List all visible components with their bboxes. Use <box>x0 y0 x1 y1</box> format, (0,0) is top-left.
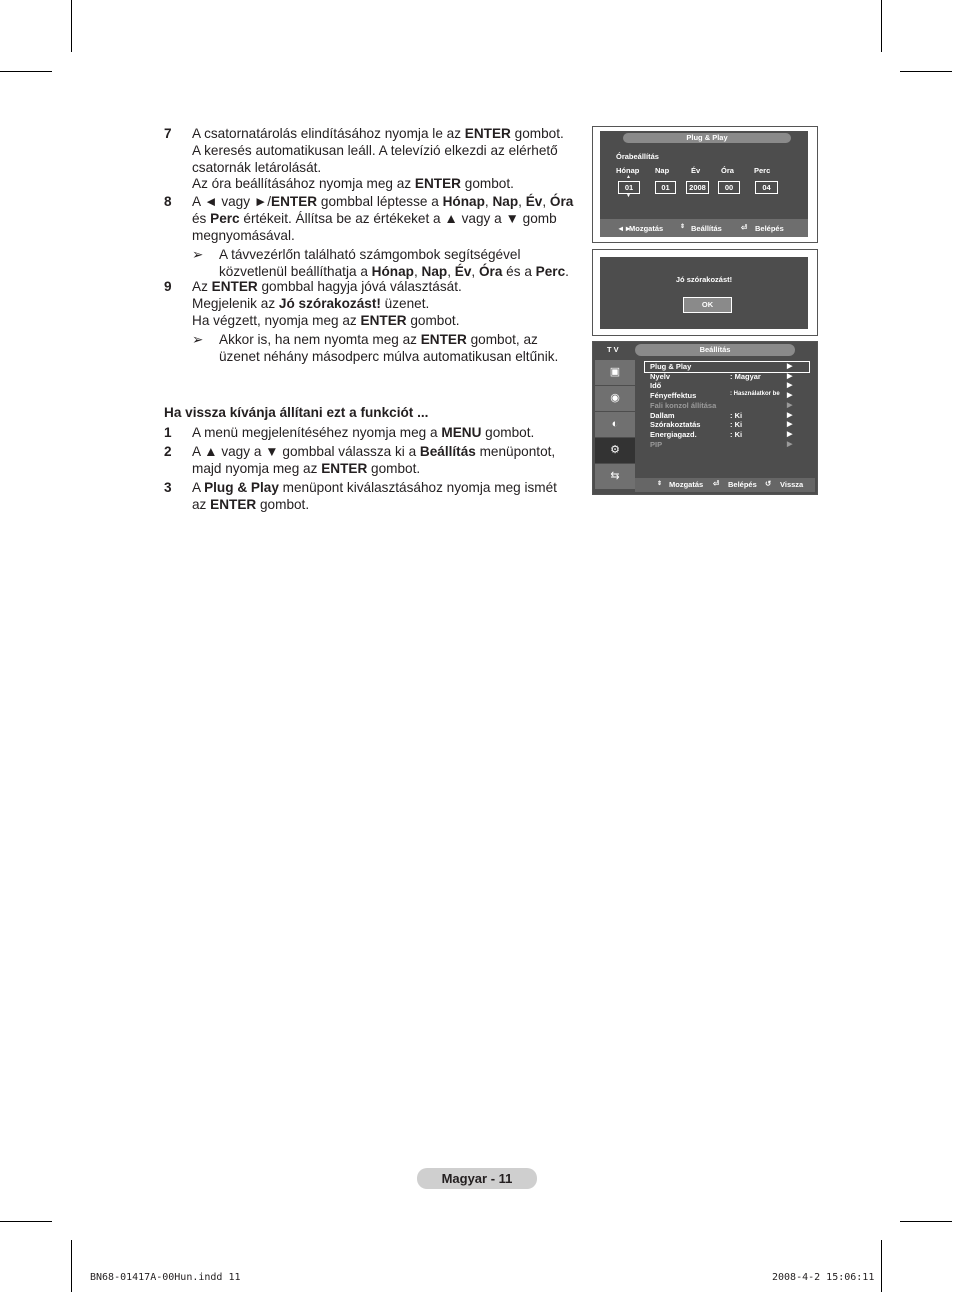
step-number: 3 <box>164 480 172 495</box>
menu-arrow-icon: ▶ <box>787 372 793 380</box>
section-heading: Ha vissza kívánja állítani ezt a funkciót ... <box>164 405 429 420</box>
step-7-text: A csatornatárolás elindításához nyomja le az ENTER gombot. <box>192 126 564 141</box>
step-7-text: csatornák letárolását. <box>192 159 322 175</box>
crop-mark <box>0 71 52 72</box>
updown-icon: ⇕ <box>680 224 686 230</box>
menu-arrow-icon: ▶ <box>787 421 793 429</box>
menu-arrow-icon: ▶ <box>787 411 793 419</box>
field-value-hour[interactable]: 00 <box>718 181 740 194</box>
step-9-text: Az ENTER gombbal hagyja jóvá választását. <box>192 279 462 294</box>
page-number: Magyar - 11 <box>417 1168 537 1189</box>
crop-mark <box>881 0 882 52</box>
step-7-text: Az óra beállításához nyomja meg az ENTER gombot. <box>192 176 514 192</box>
step-7-text: A keresés automatikusan leáll. A televízió elkezdi az elérhető <box>192 142 558 158</box>
field-value-year[interactable]: 2008 <box>686 181 709 194</box>
ok-button[interactable]: OK <box>683 297 732 313</box>
menu-item-label[interactable]: Dallam <box>650 410 675 420</box>
reset-step-2-text: A ▲ vagy a ▼ gombbal válassza ki a Beállítás menüpontot, <box>192 444 556 459</box>
field-label-month: Hónap <box>616 166 640 175</box>
footer-enter: Belépés <box>755 224 784 233</box>
field-label-hour: Óra <box>721 166 734 175</box>
field-value-month[interactable]: 01 <box>618 181 640 194</box>
note-arrow-icon: ➢ <box>192 332 204 347</box>
step-8-text: megnyomásával. <box>192 227 295 243</box>
footer-enter: Belépés <box>728 480 757 489</box>
footer-move: Mozgatás <box>629 224 664 233</box>
enjoy-screen <box>592 249 818 336</box>
date-slug: 2008-4-2 15:06:11 <box>772 1272 875 1283</box>
setup-menu-screen <box>592 341 818 495</box>
note-text: közvetlenül beállíthatja a Hónap, Nap, Év, Óra és a Perc. <box>219 263 569 279</box>
input-icon[interactable]: ⇆ <box>595 464 635 489</box>
screen-title: Plug & Play <box>623 133 791 143</box>
note-text: Akkor is, ha nem nyomta meg az ENTER gombot, az <box>219 332 538 347</box>
menu-arrow-icon: ▶ <box>787 392 793 400</box>
step-9-text: Megjelenik az Jó szórakozást! üzenet. <box>192 295 430 311</box>
file-slug: BN68-01417A-00Hun.indd 11 <box>90 1272 241 1283</box>
enter-icon: ⏎ <box>741 223 748 232</box>
sound-icon[interactable]: ◉ <box>595 386 635 411</box>
menu-arrow-icon: ▶ <box>787 401 793 409</box>
menu-item-label[interactable]: Fali konzol állítása <box>650 400 717 410</box>
reset-step-2-text: majd nyomja meg az ENTER gombot. <box>192 460 421 476</box>
note-arrow-icon: ➢ <box>192 247 204 262</box>
setup-icon[interactable]: ⚙ <box>595 438 635 463</box>
crop-mark <box>0 1221 52 1222</box>
note-text: A távvezérlőn található számgombok segítségével <box>219 247 521 262</box>
crop-mark <box>71 0 72 52</box>
field-label-year: Év <box>691 166 701 175</box>
step-number: 1 <box>164 425 172 440</box>
footer-return: Vissza <box>780 480 804 489</box>
enter-icon: ⏎ <box>713 479 720 488</box>
menu-item-value: : Ki <box>730 429 743 439</box>
step-8-text: A ◄ vagy ►/ENTER gombbal léptesse a Hónap, Nap, Év, Óra <box>192 194 574 209</box>
reset-step-3-text: A Plug & Play menüpont kiválasztásához nyomja meg ismét <box>192 480 557 495</box>
menu-arrow-icon: ▶ <box>787 382 793 390</box>
up-arrow-icon: ▲ <box>626 174 631 180</box>
step-number: 8 <box>164 194 172 209</box>
menu-title: Beállítás <box>635 344 795 356</box>
crop-mark <box>900 71 952 72</box>
menu-item-label[interactable]: PIP <box>650 439 663 449</box>
crop-mark <box>71 1240 72 1292</box>
field-value-day[interactable]: 01 <box>655 181 676 194</box>
step-number: 9 <box>164 279 172 294</box>
menu-item-label[interactable]: Plug & Play <box>650 362 692 371</box>
menu-item-value: : Ki <box>730 410 743 420</box>
menu-arrow-icon: ▶ <box>787 440 793 448</box>
crop-mark <box>881 1240 882 1292</box>
menu-item-label[interactable]: Nyelv <box>650 371 671 381</box>
menu-item-label[interactable]: Idő <box>650 381 662 391</box>
menu-item-value: : Ki <box>730 420 743 430</box>
step-number: 7 <box>164 126 172 141</box>
field-label-day: Nap <box>655 166 670 175</box>
move-icon: ◄► <box>617 224 632 233</box>
enjoy-message: Jó szórakozást! <box>675 275 733 284</box>
menu-arrow-icon: ▶ <box>787 430 793 438</box>
picture-icon[interactable]: ▣ <box>595 360 635 385</box>
channel-icon[interactable]: ◐ <box>595 412 635 437</box>
menu-arrow-icon: ▶ <box>787 363 793 370</box>
footer-move: Mozgatás <box>669 480 704 489</box>
menu-item-value: : Használatkor be <box>730 391 780 398</box>
step-8-text: és Perc értékeit. Állítsa be az értékeket a ▲ vagy a ▼ gomb <box>192 210 557 226</box>
step-9-text: Ha végzett, nyomja meg az ENTER gombot. <box>192 312 460 328</box>
reset-step-3-text: az ENTER gombot. <box>192 496 310 512</box>
menu-item-value: : Magyar <box>730 371 761 381</box>
updown-icon: ⇕ <box>657 481 663 487</box>
menu-item-label[interactable]: Szórakoztatás <box>650 420 701 430</box>
footer-adjust: Beállítás <box>691 224 722 233</box>
clock-setup-screen <box>592 126 818 243</box>
field-label-minute: Perc <box>754 166 771 175</box>
note-text: üzenet néhány másodperc múlva automatikusan eltűnik. <box>219 348 559 364</box>
screen-subtitle: Órabeállítás <box>616 152 659 161</box>
reset-step-1-text: A menü megjelenítéséhez nyomja meg a MENU gombot. <box>192 425 535 440</box>
down-arrow-icon: ▼ <box>626 193 631 199</box>
step-number: 2 <box>164 444 172 459</box>
crop-mark <box>900 1221 952 1222</box>
menu-item-label[interactable]: Energiagazd. <box>650 429 697 439</box>
menu-item-label[interactable]: Fényeffektus <box>650 391 697 401</box>
return-icon: ↺ <box>765 479 772 488</box>
tv-label: T V <box>607 345 619 354</box>
field-value-minute[interactable]: 04 <box>755 181 778 194</box>
